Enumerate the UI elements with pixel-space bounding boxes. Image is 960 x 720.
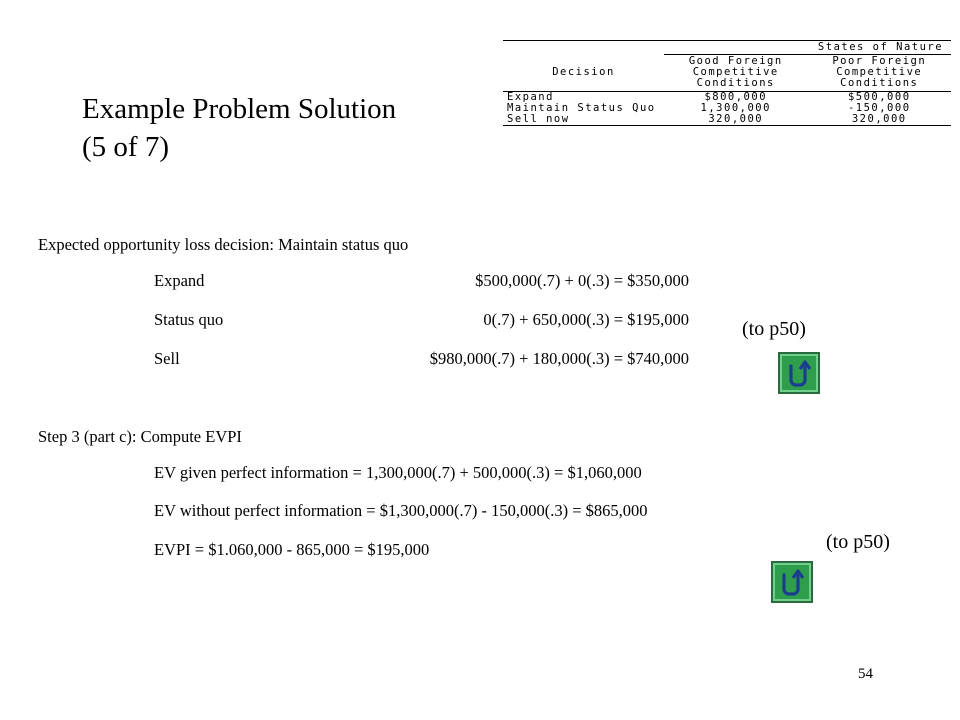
- return-button[interactable]: [771, 561, 813, 603]
- evpi-result: EVPI = $1.060,000 - 865,000 = $195,000: [154, 540, 430, 559]
- eol-expr-sell: $980,000(.7) + 180,000(.3) = $740,000: [429, 349, 689, 368]
- poor-conditions-header: Poor Foreign Competitive Conditions: [807, 55, 951, 92]
- ev-with-perfect-info: EV given perfect information = 1,300,000(.7) + 500,000(.3) = $1,060,000: [154, 463, 642, 482]
- page-number: 54: [858, 666, 873, 682]
- decision-cell: Sell now: [503, 114, 664, 126]
- eol-expr-status-quo: 0(.7) + 650,000(.3) = $195,000: [483, 310, 689, 329]
- good-payoff-cell: 320,000: [664, 114, 807, 126]
- good-payoff-cell: 1,300,000: [700, 102, 771, 114]
- eol-label-status-quo: Status quo: [154, 310, 224, 329]
- evpi-heading: Step 3 (part c): Compute EVPI: [38, 427, 242, 446]
- good-conditions-header: Good Foreign Competitive Conditions: [664, 55, 807, 92]
- decision-cell: Maintain Status Quo: [507, 102, 656, 114]
- good-payoff-cell: $800,000: [704, 91, 768, 103]
- eol-heading: Expected opportunity loss decision: Maintain status quo: [38, 235, 409, 254]
- eol-label-expand: Expand: [154, 271, 205, 290]
- link-to-p50[interactable]: (to p50): [742, 318, 806, 340]
- link-to-p50[interactable]: (to p50): [826, 531, 890, 553]
- table-row: [503, 114, 951, 126]
- states-of-nature-header: States of Nature: [664, 41, 951, 55]
- poor-payoff-cell: $500,000: [847, 91, 911, 103]
- decision-header: Decision: [503, 55, 664, 92]
- return-arrow-icon: [773, 563, 811, 601]
- decision-cell: Expand: [507, 91, 554, 103]
- eol-expr-expand: $500,000(.7) + 0(.3) = $350,000: [475, 271, 689, 290]
- poor-payoff-cell: 320,000: [807, 114, 951, 126]
- slide-title-line1: Example Problem Solution: [82, 93, 397, 125]
- slide-title-line2: (5 of 7): [82, 131, 169, 163]
- ev-without-perfect-info: EV without perfect information = $1,300,000(.7) - 150,000(.3) = $865,000: [154, 501, 648, 520]
- payoff-table: [503, 40, 951, 126]
- return-arrow-icon: [780, 354, 818, 392]
- return-button[interactable]: [778, 352, 820, 394]
- eol-label-sell: Sell: [154, 349, 180, 368]
- slide-title: [82, 90, 396, 166]
- poor-payoff-cell: -150,000: [847, 102, 911, 114]
